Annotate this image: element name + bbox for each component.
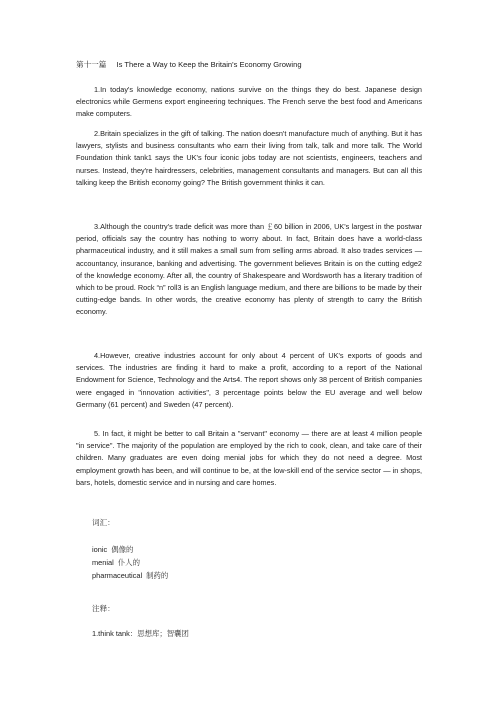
note-term: 1.think tank: [92, 629, 130, 638]
vocab-meaning: 制药的: [146, 571, 169, 580]
vocab-item: [92, 570, 168, 581]
vocab-meaning: 偶像的: [111, 545, 134, 554]
vocab-word: pharmaceutical: [92, 571, 143, 580]
article-number: 第十一篇: [76, 60, 107, 69]
note-item: [92, 628, 189, 639]
vocab-meaning: 仆人的: [117, 558, 140, 567]
article-title-text: Is There a Way to Keep the Britain's Economy Growing: [116, 60, 302, 69]
vocab-word: ionic: [92, 545, 108, 554]
vocab-word: menial: [92, 558, 114, 567]
paragraph-1: 1.In today's knowledge economy, nations survive on the things they do best. Japanese design electronics while Germens export engineering techniques. The French serve the best food and Americans make computers.: [76, 85, 422, 119]
paragraph-2: 2.Britain specializes in the gift of talking. The nation doesn't manufacture much of anything. But it has lawyers, stylists and business consultants who earn their living from talk, talk and more talk. The World Foundation think tank1 says the UK's four iconic jobs today are not scientists, engineers, teachers and nurses. Instead, they're hairdressers, celebrities, management consultants and managers. But can all this talking keep the British economy going? The British government thinks it can.: [76, 129, 422, 187]
vocab-item: [92, 544, 133, 555]
paragraph-4: 4.However, creative industries account for only about 4 percent of UK's exports of goods and services. The industries are finding it hard to make a profit, according to a report of the National Endowment for Science, Technology and the Arts4. The report shows only 38 percent of British companies were engaged in "innovation activities", 3 percentage points below the EU average and well below Germany (61 percent) and Sweden (47 percent).: [76, 351, 422, 409]
paragraph-5: 5. In fact, it might be better to call Britain a "servant" economy — there are at least 4 million people "in service". The majority of the population are employed by the rich to cook, clean, and take care of their children. Many graduates are even doing menial jobs for which they do not need a degree. Most employment growth has been, and will continue to be, at the low-skill end of the service sector — in shops, bars, hotels, domestic service and in nursing and care homes.: [76, 429, 422, 487]
vocab-item: [92, 557, 140, 568]
paragraph-3: 3.Although the country's trade deficit was more than ￡60 billion in 2006, UK's largest in the postwar period, officials say the country has nothing to worry about. In fact, Britain does have a world-class pharmaceutical industry, and it still makes a small sum from selling arms abroad. It also trades services — accountancy, insurance, banking and advertising. The government believes Britain is on the cutting edge2 of the knowledge economy. After all, the country of Shakespeare and Wordsworth has a literary tradition of which to be proud. Rock “n” roll3 is an English language medium, and there are billions to be made by their cutting-edge bands. In other words, the creative economy has plenty of strength to carry the British economy.: [76, 222, 422, 317]
note-meaning: ：思想库；智囊团: [129, 629, 189, 638]
notes-heading: 注释：: [92, 604, 115, 613]
article-title: [76, 59, 436, 70]
vocab-heading: 词汇：: [92, 518, 115, 527]
